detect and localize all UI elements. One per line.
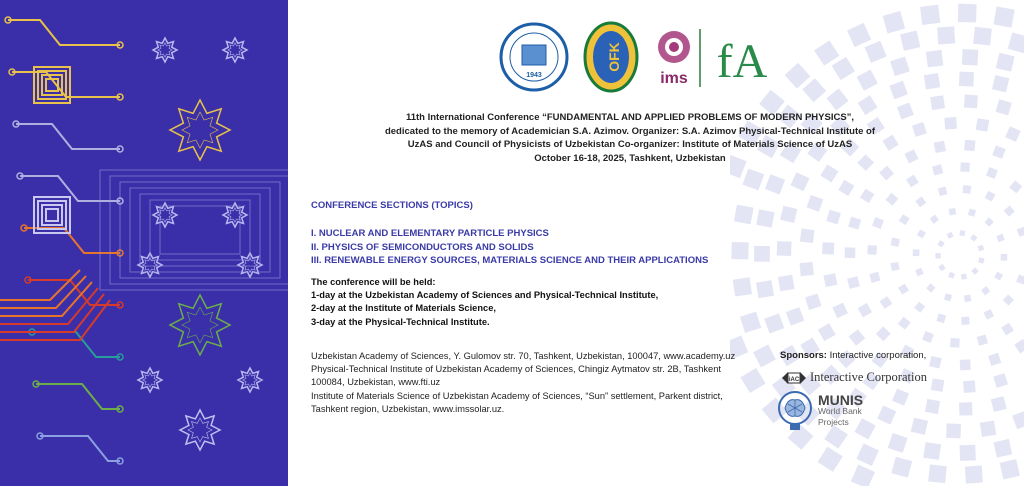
interactive-corporation-name: Interactive Corporation bbox=[810, 370, 927, 384]
address-block bbox=[311, 350, 751, 416]
schedule-day-1: 1-day at the Uzbekistan Academy of Sciences and Physical-Technical Institute, bbox=[311, 290, 659, 301]
schedule-day-3: 3-day at the Physical-Technical Institute. bbox=[311, 316, 490, 327]
address-ims: Institute of Materials Science of Uzbekistan Academy of Sciences, “Sun” settlement, Parkent district, Tashkent region, Uzbekistan, www.imssolar.uz. bbox=[311, 390, 723, 414]
address-fti: Physical-Technical Institute of Uzbekistan Academy of Sciences, Chingiz Aytmatov str. 2B, Tashkent 100084, Uzbekistan, www.fti.uz bbox=[311, 364, 721, 388]
svg-text:ims: ims bbox=[660, 70, 688, 87]
munis-sub-1: World Bank bbox=[818, 405, 862, 416]
decorative-spiral-pattern bbox=[730, 0, 1024, 486]
address-academy: Uzbekistan Academy of Sciences, Y. Gulomov str. 70, Tashkent, Uzbekistan, 100047, www.academy.uz bbox=[311, 351, 736, 361]
munis-name: MUNIS bbox=[818, 391, 864, 408]
conference-heading bbox=[330, 111, 930, 165]
section-item-3: III. RENEWABLE ENERGY SOURCES, MATERIALS SCIENCE AND THEIR APPLICATIONS bbox=[311, 255, 709, 266]
sponsors-text: Interactive corporation, bbox=[826, 350, 927, 361]
schedule-block bbox=[311, 276, 658, 329]
sponsors-line bbox=[780, 350, 926, 361]
heading-line-4: October 16-18, 2025, Tashkent, Uzbekistan bbox=[534, 152, 726, 164]
heading-line-2: dedicated to the memory of Academician S.A. Azimov. Organizer: S.A. Azimov Physical-Technical Institute of bbox=[384, 125, 876, 137]
circuit-ornament-graphic bbox=[0, 0, 288, 486]
heading-line-3: UzAS and Council of Physicists of Uzbekistan Co-organizer: Institute of Materials Science of UzAS bbox=[407, 139, 853, 150]
fa-logo bbox=[716, 21, 768, 93]
logo-row bbox=[498, 22, 768, 92]
section-item-2: II. PHYSICS OF SEMICONDUCTORS AND SOLIDS bbox=[311, 241, 534, 253]
schedule-intro: The conference will be held: bbox=[311, 277, 436, 287]
heading-line-1: 11th International Conference “FUNDAMENTAL AND APPLIED PROBLEMS OF MODERN PHYSICS”, bbox=[405, 112, 855, 123]
brain-icon bbox=[776, 390, 814, 432]
sections-list bbox=[311, 227, 708, 268]
decorative-ornament-panel bbox=[0, 0, 288, 486]
iac-mark-icon bbox=[782, 371, 806, 385]
schedule-day-2: 2-day at the Institute of Materials Science, bbox=[311, 303, 496, 314]
sections-title: CONFERENCE SECTIONS (TOPICS) bbox=[311, 200, 473, 211]
svg-text:OFK: OFK bbox=[606, 42, 622, 72]
svg-text:fA: fA bbox=[716, 35, 768, 88]
munis-sub-2: Projects bbox=[818, 416, 849, 427]
interactive-corporation-logo bbox=[782, 370, 927, 385]
section-item-1: I. NUCLEAR AND ELEMENTARY PARTICLE PHYSICS bbox=[311, 228, 549, 239]
svg-text:iAC: iAC bbox=[788, 376, 800, 383]
munis-logo bbox=[776, 390, 863, 432]
svg-text:1943: 1943 bbox=[526, 72, 542, 79]
ims-logo bbox=[652, 21, 704, 93]
sponsors-label: Sponsors: bbox=[780, 350, 827, 361]
ofk-logo bbox=[582, 21, 640, 93]
academy-logo bbox=[498, 21, 570, 93]
